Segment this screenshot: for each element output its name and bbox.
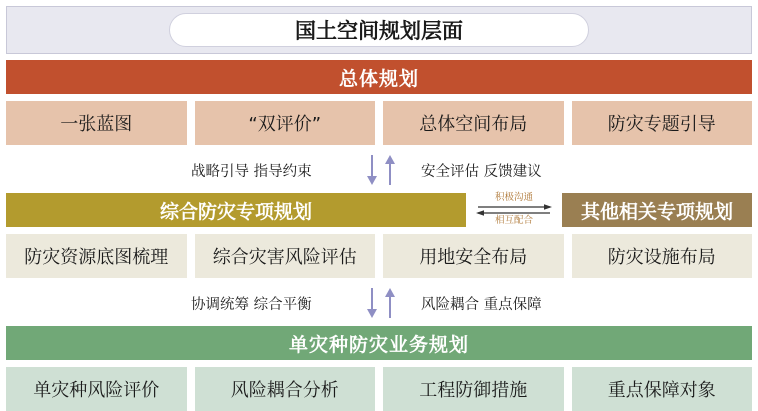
single-item-4: 重点保障对象 xyxy=(572,367,753,411)
bridge-connector xyxy=(466,193,562,227)
connector-upper-left-label: 战略引导 指导约束 xyxy=(191,164,312,180)
single-item-1: 单灾种风险评价 xyxy=(6,367,187,411)
band-single-hazard-plan: 单灾种防灾业务规划 xyxy=(6,326,752,360)
overall-item-4: 防灾专题引导 xyxy=(572,101,753,145)
connector-lower xyxy=(6,284,752,322)
page-title: 国土空间规划层面 xyxy=(169,13,589,47)
single-item-3: 工程防御措施 xyxy=(383,367,564,411)
connector-lower-left-label: 协调统筹 综合平衡 xyxy=(191,297,312,313)
bridge-label-line2: 相互配合 xyxy=(494,215,533,226)
band-other-special-plans: 其他相关专项规划 xyxy=(562,193,752,227)
band-comprehensive-plan: 综合防灾专项规划 xyxy=(6,193,466,227)
comprehensive-item-4: 防灾设施布局 xyxy=(572,234,753,278)
connector-upper-arrows xyxy=(361,153,401,187)
comprehensive-item-3: 用地安全布局 xyxy=(383,234,564,278)
connector-lower-right-label: 风险耦合 重点保障 xyxy=(421,297,542,313)
single-hazard-items xyxy=(6,367,752,411)
overall-plan-items xyxy=(6,101,752,145)
connector-upper-right-label: 安全评估 反馈建议 xyxy=(421,164,542,180)
single-item-2: 风险耦合分析 xyxy=(195,367,376,411)
diagram-title-band xyxy=(6,6,752,54)
bridge-label-line1: 积极沟通 xyxy=(494,192,533,204)
overall-item-1: 一张蓝图 xyxy=(6,101,187,145)
band-overall-plan: 总体规划 xyxy=(6,60,752,94)
comprehensive-plan-items xyxy=(6,234,752,278)
connector-upper xyxy=(6,151,752,189)
comprehensive-item-1: 防灾资源底图梳理 xyxy=(6,234,187,278)
band-comprehensive-row xyxy=(6,193,752,227)
overall-item-2: “双评价” xyxy=(195,101,376,145)
connector-lower-arrows xyxy=(361,286,401,320)
overall-item-3: 总体空间布局 xyxy=(383,101,564,145)
comprehensive-item-2: 综合灾害风险评估 xyxy=(195,234,376,278)
